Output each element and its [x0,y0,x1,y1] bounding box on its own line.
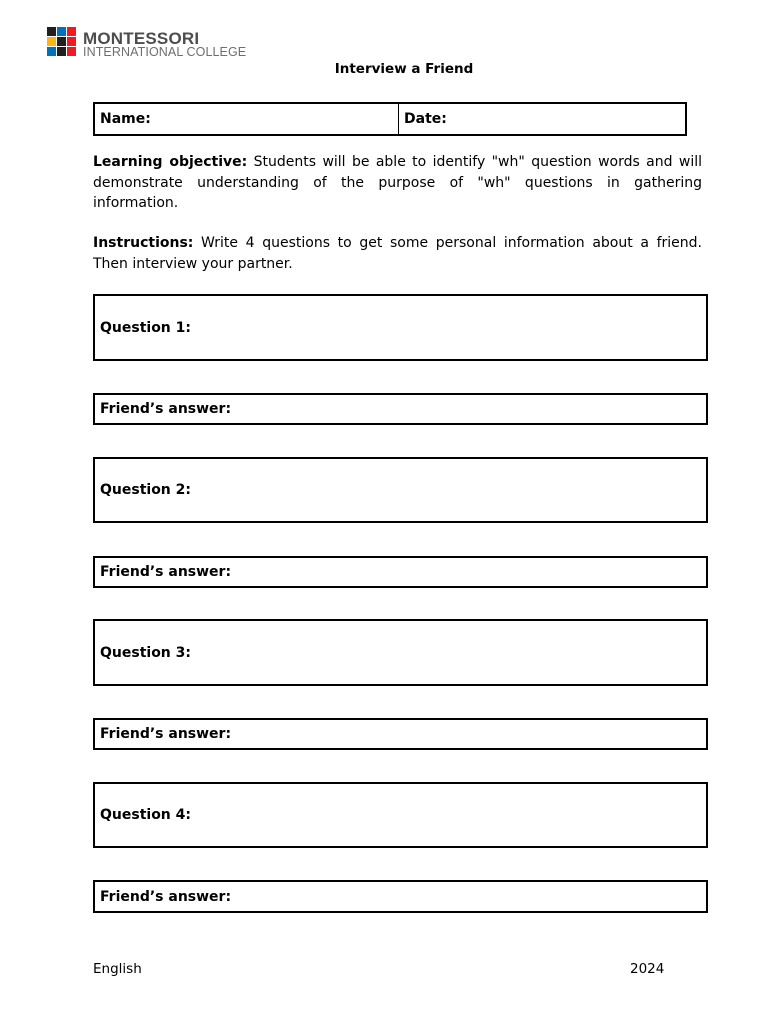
question-1-box[interactable]: Question 1: [93,294,708,361]
date-field[interactable]: Date: [404,111,447,127]
answer-4-box[interactable]: Friend’s answer: [93,880,708,913]
question-4-box[interactable]: Question 4: [93,782,708,848]
question-3-box[interactable]: Question 3: [93,619,708,686]
footer-year: 2024 [630,961,665,977]
instructions [93,233,702,274]
answer-1-box[interactable]: Friend’s answer: [93,393,708,425]
footer-subject: English [93,961,142,977]
answer-2-box[interactable]: Friend’s answer: [93,556,708,588]
logo-mark-icon [47,27,78,58]
learning-objective-text: Students will be able to identify "wh" question words and will demonstrate understanding of the purpose of "wh" questions in gathering information. [93,154,702,211]
page-title: Interview a Friend [334,61,474,77]
name-date-table [93,102,687,136]
instructions-label: Instructions: [93,235,194,251]
logo-name: MONTESSORI [83,29,200,48]
logo-subtitle: INTERNATIONAL COLLEGE [83,45,247,59]
learning-objective [93,152,702,214]
answer-3-box[interactable]: Friend’s answer: [93,718,708,750]
question-2-box[interactable]: Question 2: [93,457,708,523]
learning-objective-label: Learning objective: [93,154,248,170]
instructions-text: Write 4 questions to get some personal information about a friend. Then interview your partner. [93,235,702,272]
name-field[interactable]: Name: [95,104,399,134]
